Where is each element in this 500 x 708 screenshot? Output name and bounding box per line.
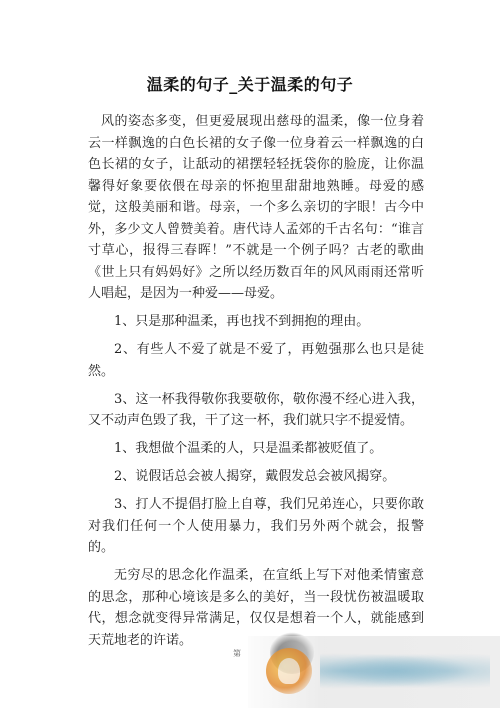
paragraph-item: 3、打人不提倡打脸上自尊，我们兄弟连心，只要你敢对我们任何一个人使用暴力，我们另外两个就会，报警的。 [88, 497, 424, 555]
watermark-banner [248, 636, 500, 708]
page-title: 温柔的句子_关于温柔的句子 [146, 75, 354, 94]
paragraph-item: 1、只是那种温柔，再也找不到拥抱的理由。 [114, 314, 370, 329]
paragraph-closing: 无穷尽的思念化作温柔，在宣纸上写下对他柔情蜜意的思念，那种心境该是多么的美好，当一段忧伤被温暖取代，想念就变得异常满足，仅仅是想着一个人，就能感到天荒地老的许诺。 [88, 568, 424, 648]
paragraph-item: 3、这一杯我得敬你我要敬你，敬你漫不经心进入我，又不动声色毁了我，干了这一杯，我们就只字不提爱情。 [88, 391, 424, 428]
paragraph-item: 2、有些人不爱了就是不爱了，再勉强那么也只是徒然。 [88, 342, 424, 379]
paragraph-item: 2、说假话总会被人揭穿，戴假发总会被风揭穿。 [114, 469, 396, 484]
paragraph-item: 1、我想做个温柔的人，只是温柔都被贬值了。 [114, 441, 383, 456]
watermark-logo-text [320, 650, 490, 692]
paragraph-intro: 风的姿态多变，但更爱展现出慈母的温柔，像一位身着云一样飘逸的白色长裙的女子像一位身着云一样飘逸的白色长裙的女子，让舐动的裙摆轻轻抚袋你的脸庞，让你温馨得好象要依偎在母亲的怀抱里甜甜地熟睡。母爱的感觉，这般美丽和谐。母亲，一个多么亲切的字眼！古今中外，多少文人曾赞美着。唐代诗人孟郊的千古名句：“谁言寸草心，报得三春晖！”不就是一个例子吗？古老的歌曲《世上只有妈妈好》之所以经历数百年的风风雨雨还常听人唱起，是因为一种爱——母爱。 [88, 114, 424, 301]
site-logo-icon [266, 648, 312, 694]
article-body [88, 111, 424, 658]
page-number-label: 第 [233, 649, 241, 658]
